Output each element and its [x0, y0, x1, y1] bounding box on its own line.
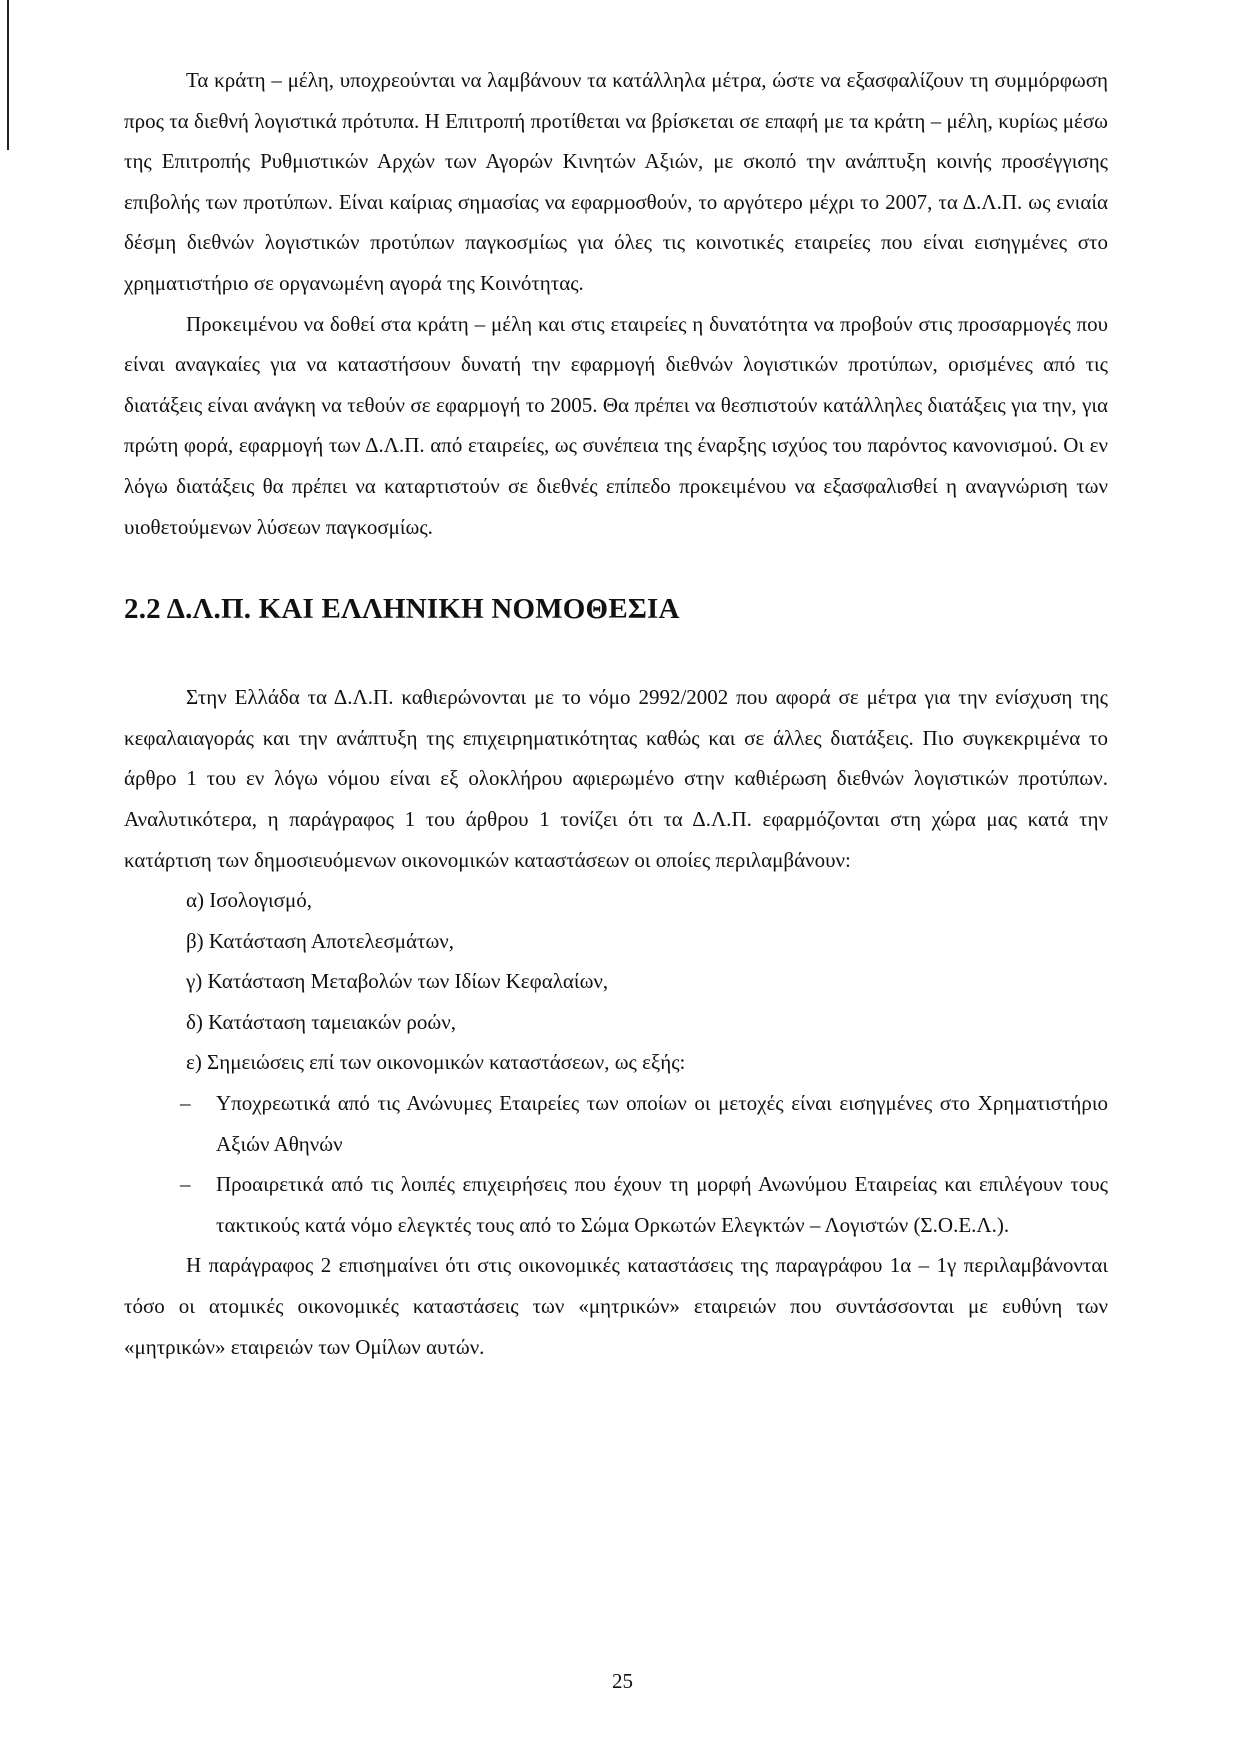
list-item-text: Προαιρετικά από τις λοιπές επιχειρήσεις που έχουν τη μορφή Ανωνύμου Εταιρείας και επιλέγουν τους τακτικούς κατά νόμο ελεγκτές τους από το Σώμα Ορκωτών Ελεγκτών – Λογιστών (Σ.Ο.Ε.Λ.). [216, 1172, 1108, 1237]
applicability-list [124, 1083, 1108, 1245]
scan-edge-line [7, 0, 9, 150]
dash-bullet: – [180, 1091, 191, 1116]
list-item: ε) Σημειώσεις επί των οικονομικών καταστάσεων, ως εξής: [186, 1050, 686, 1075]
list-item: δ) Κατάσταση ταμειακών ροών, [186, 1009, 456, 1034]
paragraph-consolidated: Η παράγραφος 2 επισημαίνει ότι στις οικονομικές καταστάσεις της παραγράφου 1α – 1γ περιλαμβάνονται τόσο οι ατομικές οικονομικές καταστάσεις των «μητρικών» εταιρειών που συντάσσονται με ευθύνη των «μητρικών» εταιρειών των Ομίλων αυτών. [124, 1253, 1108, 1359]
page-number: 25 [612, 1669, 633, 1693]
list-item [124, 1164, 1108, 1245]
list-item: α) Ισολογισμό, [186, 888, 312, 913]
paragraph-transition-provisions: Προκειμένου να δοθεί στα κράτη – μέλη και στις εταιρείες η δυνατότητα να προβούν στις προσαρμογές που είναι αναγκαίες για να καταστήσουν δυνατή την εφαρμογή διεθνών λογιστικών προτύπων, ορισμένες από τις διατάξεις είναι ανάγκη να τεθούν σε εφαρμογή το 2005. Θα πρέπει να θεσπιστούν κατάλληλες διατάξεις για την, για πρώτη φορά, εφαρμογή των Δ.Λ.Π. από εταιρείες, ως συνέπεια της έναρξης ισχύος του παρόντος κανονισμού. Οι εν λόγω διατάξεις θα πρέπει να καταρτιστούν σε διεθνές επίπεδο προκειμένου να εξασφαλισθεί η αναγνώριση των υιοθετούμενων λύσεων παγκοσμίως. [124, 311, 1108, 539]
list-item: β) Κατάσταση Αποτελεσμάτων, [186, 928, 455, 953]
list-item [124, 1083, 1108, 1164]
dash-bullet: – [180, 1172, 191, 1197]
list-item-text: Υποχρεωτικά από τις Ανώνυμες Εταιρείες των οποίων οι μετοχές είναι εισηγμένες στο Χρηματιστήριο Αξιών Αθηνών [216, 1091, 1108, 1156]
paragraph-greek-law: Στην Ελλάδα τα Δ.Λ.Π. καθιερώνονται με το νόμο 2992/2002 που αφορά σε μέτρα για την ενίσχυση της κεφαλαιαγοράς και την ανάπτυξη της επιχειρηματικότητας καθώς και σε άλλες διατάξεις. Πιο συγκεκριμένα το άρθρο 1 του εν λόγω νόμου είναι εξ ολοκλήρου αφιερωμένο στην καθιέρωση διεθνών λογιστικών προτύπων. Αναλυτικότερα, η παράγραφος 1 του άρθρου 1 τονίζει ότι τα Δ.Λ.Π. εφαρμόζονται στη χώρα μας κατά την κατάρτιση των δημοσιευόμενων οικονομικών καταστάσεων οι οποίες περιλαμβάνουν: [124, 685, 1108, 872]
section-heading: 2.2 Δ.Λ.Π. ΚΑΙ ΕΛΛΗΝΙΚΗ ΝΟΜΟΘΕΣΙΑ [124, 593, 680, 626]
list-item: γ) Κατάσταση Μεταβολών των Ιδίων Κεφαλαίων, [186, 969, 609, 994]
document-page [124, 60, 1108, 1367]
paragraph-ias-compliance: Τα κράτη – μέλη, υποχρεούνται να λαμβάνουν τα κατάλληλα μέτρα, ώστε να εξασφαλίζουν τη συμμόρφωση προς τα διεθνή λογιστικά πρότυπα. Η Επιτροπή προτίθεται να βρίσκεται σε επαφή με τα κράτη – μέλη, κυρίως μέσω της Επιτροπής Ρυθμιστικών Αρχών των Αγορών Κινητών Αξιών, με σκοπό την ανάπτυξη κοινής προσέγγισης επιβολής των προτύπων. Είναι καίριας σημασίας να εφαρμοσθούν, το αργότερο μέχρι το 2007, τα Δ.Λ.Π. ως ενιαία δέσμη διεθνών λογιστικών προτύπων παγκοσμίως για όλες τις κοινοτικές εταιρείες που είναι εισηγμένες στο χρηματιστήριο σε οργανωμένη αγορά της Κοινότητας. [124, 68, 1108, 295]
financial-statements-list [124, 880, 1108, 1083]
